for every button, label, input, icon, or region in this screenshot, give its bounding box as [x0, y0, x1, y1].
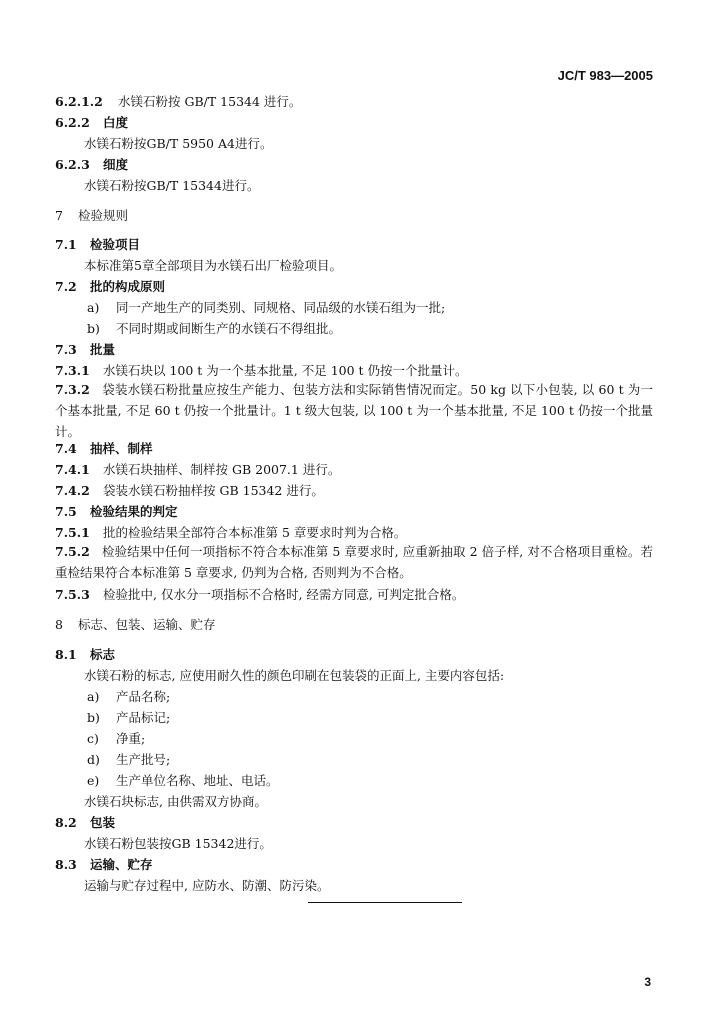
clause-7-5-2: 7.5.2 检验结果中任何一项指标不符合本标准第 5 章要求时, 应重新抽取 2 倍子样, 对不合格项目重检。若重检结果符合本标准第 5 章要求, 仍判为合格, 否则判为不合格。: [55, 544, 654, 580]
document-page: JC/T 983—2005 6.2.1.2 水镁石粉按 GB/T 15344 进行。 6.2.2 白度 水镁石粉按GB/T 5950 A4进行。 6.2.3 细度 水镁石粉按GB/T 15344进行。 7 检验规则 7.1 检验项目 本标准第5章全部项目为水镁石出厂检验项目。 7.2 批的构成原则 a) 同一产地生产的同类别、同规格、同品级的水镁石组为一批; b) 不同时期或间断生产的水镁石不得组批。 7.3 批量 7.3.1 水镁石块以 100 t 为一个基本批量, 不足 100 t 仍按一个批量计。 7.3.2 袋装水镁石粉批量应按生产能力、包装方法和实际销售情况而定。50 kg 以下小包装, 以 60 t 为一个基本批量, 不足 60 t 仍按一个批量计。1 t 级大包装, 以 100 t 为一个基本批量, 不足 100 t 仍按一个批量计。 7.4 抽样、制样 7.4.1 水镁石块抽样、制样按 GB 2007.1 进行。 7.4.2 袋装水镁石粉抽样按 GB 15342 进行。 7.5 检验结果的判定 7.5.1 批的检验结果全部符合本标准第 5 章要求时判为合格。 7.5.2 检验结果中任何一项指标不符合本标准第 5 章要求时, 应重新抽取 2 倍子样, 对不合格项目重检。若重检结果符合本标准第 5 章要求, 仍判为合格, 否则判为不合格。 7.5.3 检验批中, 仅水分一项指标不合格时, 经需方同意, 可判定批合格。 8 标志、包装、运输、贮存 8.1 标志 水镁石粉的标志, 应使用耐久性的颜色印刷在包装袋的正面上, 主要内容包括: a) 产品名称; b) 产品标记; c) 净重; d) 生产批号; e) 生产单位名称、地址、电话。 水镁石块标志, 由供需双方协商。 8.2 包装 水镁石粉包装按GB 15342进行。 8.3 运输、贮存 运输与贮存过程中, 应防水、防潮、防污染。 3: [55, 68, 654, 989]
clause-7-3-2: 7.3.2 袋装水镁石粉批量应按生产能力、包装方法和实际销售情况而定。50 kg 以下小包装, 以 60 t 为一个基本批量, 不足 60 t 仍按一个批量计。1 t 级大包装, 以 100 t 为一个基本批量, 不足 100 t 仍按一个批量计。: [55, 382, 654, 439]
end-rule-divider: [308, 902, 462, 903]
page-number: 3: [644, 975, 651, 989]
standard-code-header: JC/T 983—2005: [557, 68, 653, 83]
